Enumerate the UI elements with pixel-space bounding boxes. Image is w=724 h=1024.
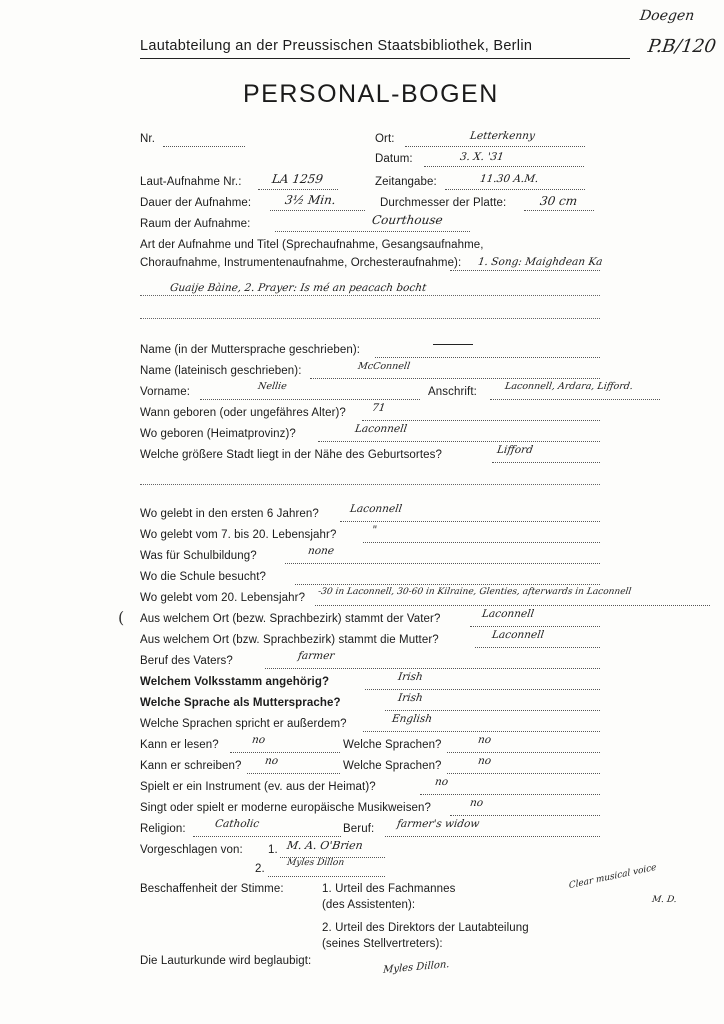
- schreiben-value: no: [264, 755, 279, 767]
- dauer-label: Dauer der Aufnahme:: [140, 197, 252, 209]
- wo-geboren-field[interactable]: [318, 441, 600, 442]
- q2-field[interactable]: [363, 542, 600, 543]
- q4-label: Wo die Schule besucht?: [140, 571, 267, 583]
- q5-value: -30 in Laconnell, 30-60 in Kilraine, Glenties, afterwards in Laconnell: [317, 587, 632, 597]
- instrument-value: no: [434, 776, 449, 788]
- q9-field[interactable]: [365, 689, 600, 690]
- laut-aufnahme-value: LA 1259: [271, 172, 324, 186]
- urteil1-line2: (des Assistenten):: [322, 899, 416, 911]
- datum-field[interactable]: [424, 166, 584, 167]
- laut-aufnahme-label: Laut-Aufnahme Nr.:: [140, 176, 242, 188]
- q11-label: Welche Sprachen spricht er außerdem?: [140, 718, 347, 730]
- anschrift-field[interactable]: [490, 399, 660, 400]
- q10-label: Welche Sprache als Muttersprache?: [140, 697, 341, 709]
- q7-field[interactable]: [475, 647, 600, 648]
- q9-label: Welchem Volksstamm angehörig?: [140, 676, 330, 688]
- q10-field[interactable]: [385, 710, 600, 711]
- vorgeschlagen-2-field[interactable]: [268, 876, 385, 877]
- q11-field[interactable]: [363, 731, 600, 732]
- durchmesser-value: 30 cm: [539, 194, 579, 208]
- q3-value: none: [307, 545, 335, 557]
- dauer-field[interactable]: [270, 210, 365, 211]
- q3-label: Was für Schulbildung?: [140, 550, 257, 562]
- vorgeschlagen-label: Vorgeschlagen von:: [140, 844, 243, 856]
- beruf-value: farmer's widow: [396, 818, 481, 830]
- beruf-label: Beruf:: [343, 823, 375, 835]
- geboren-field[interactable]: [362, 420, 600, 421]
- name-muttersprache-field[interactable]: [375, 357, 600, 358]
- q5-label: Wo gelebt vom 20. Lebensjahr?: [140, 592, 306, 604]
- stadt-field[interactable]: [492, 462, 600, 463]
- lesen-value: no: [251, 734, 266, 746]
- urteil1-initials: M. D.: [651, 895, 678, 905]
- name-muttersprache-label: Name (in der Muttersprache geschrieben):: [140, 344, 361, 356]
- q6-field[interactable]: [470, 626, 600, 627]
- urteil2-line1: 2. Urteil des Direktors der Lautabteilung: [322, 922, 529, 934]
- header-underline: [140, 58, 630, 59]
- vorname-label: Vorname:: [140, 386, 191, 398]
- art-label-line1: Art der Aufnahme und Titel (Sprechaufnahme, Gesangsaufnahme,: [140, 239, 484, 251]
- nr-field[interactable]: [163, 146, 245, 147]
- religion-field[interactable]: [193, 836, 341, 837]
- beglaubigt-signature: Myles Dillon.: [382, 959, 450, 976]
- archive-stamp-line2: P.B/120: [646, 36, 718, 57]
- stadt-field-line2[interactable]: [140, 484, 600, 485]
- art-value-line1: 1. Song: Maighdean Ka: [477, 256, 604, 268]
- zeitangabe-value: 11.30 A.M.: [479, 173, 540, 185]
- q11-value: English: [391, 713, 433, 725]
- instrument-label: Spielt er ein Instrument (ev. aus der Heimat)?: [140, 781, 376, 793]
- lesen-label: Kann er lesen?: [140, 739, 219, 751]
- stimme-label: Beschaffenheit der Stimme:: [140, 883, 284, 895]
- q6-label: Aus welchem Ort (bezw. Sprachbezirk) stammt der Vater?: [140, 613, 441, 625]
- lesen-field[interactable]: [230, 752, 340, 753]
- nr-label: Nr.: [140, 133, 155, 145]
- urteil1-line1: 1. Urteil des Fachmannes: [322, 883, 456, 895]
- q10-value: Irish: [397, 692, 424, 704]
- wo-geboren-value: Laconnell: [354, 423, 408, 435]
- q8-label: Beruf des Vaters?: [140, 655, 233, 667]
- urteil1-value: Clear musical voice: [568, 862, 657, 892]
- beruf-field[interactable]: [385, 836, 600, 837]
- ort-label: Ort:: [375, 133, 395, 145]
- q6-value: Laconnell: [481, 608, 535, 620]
- art-label-line2: Choraufnahme, Instrumentenaufnahme, Orchesteraufnahme):: [140, 257, 462, 269]
- ort-value: Letterkenny: [469, 130, 536, 142]
- q8-field[interactable]: [265, 668, 600, 669]
- wo-geboren-label: Wo geboren (Heimatprovinz)?: [140, 428, 296, 440]
- name-latein-label: Name (lateinisch geschrieben):: [140, 365, 302, 377]
- raum-field[interactable]: [275, 231, 470, 232]
- anschrift-value: Laconnell, Ardara, Lifford.: [504, 381, 634, 392]
- institution-header: Lautabteilung an der Preussischen Staatsbibliothek, Berlin: [140, 38, 533, 54]
- musik-value: no: [469, 797, 484, 809]
- lesen-sprachen-value: no: [477, 734, 492, 746]
- q1-field[interactable]: [340, 521, 600, 522]
- schreiben-label: Kann er schreiben?: [140, 760, 242, 772]
- page-title: PERSONAL-BOGEN: [243, 80, 499, 108]
- q7-value: Laconnell: [491, 629, 545, 641]
- zeitangabe-field[interactable]: [445, 189, 585, 190]
- q4-field[interactable]: [295, 584, 600, 585]
- instrument-field[interactable]: [420, 794, 600, 795]
- archive-stamp-line1: Doegen: [638, 8, 696, 24]
- laut-aufnahme-field[interactable]: [258, 189, 338, 190]
- schreiben-sprachen-value: no: [477, 755, 492, 767]
- q8-value: farmer: [297, 650, 336, 662]
- stadt-label: Welche größere Stadt liegt in der Nähe des Geburtsortes?: [140, 449, 442, 461]
- art-field-line2[interactable]: [140, 295, 600, 296]
- vorgeschlagen-2-value: Myles Dillon: [286, 858, 345, 868]
- vorgeschlagen-2-num: 2.: [255, 863, 265, 875]
- margin-mark: (: [118, 608, 125, 627]
- vorgeschlagen-1-value: M. A. O'Brien: [286, 839, 364, 852]
- geboren-label: Wann geboren (oder ungefähres Alter)?: [140, 407, 346, 419]
- q5-field[interactable]: [315, 605, 710, 606]
- schreiben-sprachen-field[interactable]: [447, 773, 600, 774]
- q9-value: Irish: [397, 671, 424, 683]
- vorname-value: Nellie: [257, 381, 288, 392]
- religion-label: Religion:: [140, 823, 186, 835]
- name-latein-value: McConnell: [357, 361, 411, 372]
- durchmesser-label: Durchmesser der Platte:: [380, 197, 507, 209]
- urteil2-line2: (seines Stellvertreters):: [322, 938, 443, 950]
- musik-label: Singt oder spielt er moderne europäische Musikweisen?: [140, 802, 432, 814]
- schreiben-sprachen-label: Welche Sprachen?: [343, 760, 442, 772]
- raum-value: Courthouse: [371, 213, 444, 227]
- durchmesser-field[interactable]: [524, 210, 594, 211]
- q1-value: Laconnell: [349, 503, 403, 515]
- q7-label: Aus welchem Ort (bzw. Sprachbezirk) stammt die Mutter?: [140, 634, 439, 646]
- vorname-field[interactable]: [200, 399, 420, 400]
- musik-field[interactable]: [450, 815, 600, 816]
- lesen-sprachen-field[interactable]: [447, 752, 600, 753]
- stadt-value: Lifford: [496, 444, 534, 456]
- zeitangabe-label: Zeitangabe:: [375, 176, 437, 188]
- beglaubigt-label: Die Lauturkunde wird beglaubigt:: [140, 955, 312, 967]
- art-field-line3[interactable]: [140, 318, 600, 319]
- art-field-line1[interactable]: [450, 270, 600, 271]
- q2-value: ": [371, 524, 378, 536]
- lesen-sprachen-label: Welche Sprachen?: [343, 739, 442, 751]
- anschrift-label: Anschrift:: [428, 386, 477, 398]
- name-muttersprache-dash: [433, 344, 473, 345]
- schreiben-field[interactable]: [247, 773, 340, 774]
- dauer-value: 3½ Min.: [284, 193, 337, 207]
- datum-value: 3. X. '31: [459, 151, 505, 163]
- datum-label: Datum:: [375, 153, 413, 165]
- geboren-value: 71: [371, 402, 387, 414]
- raum-label: Raum der Aufnahme:: [140, 218, 251, 230]
- name-latein-field[interactable]: [310, 378, 600, 379]
- q1-label: Wo gelebt in den ersten 6 Jahren?: [140, 508, 319, 520]
- vorgeschlagen-1-num: 1.: [268, 844, 278, 856]
- religion-value: Catholic: [214, 818, 261, 830]
- q3-field[interactable]: [285, 563, 600, 564]
- ort-field[interactable]: [405, 146, 585, 147]
- q2-label: Wo gelebt vom 7. bis 20. Lebensjahr?: [140, 529, 337, 541]
- art-value-line2: Guaije Bàine, 2. Prayer: Is mé an peacach bocht: [169, 282, 428, 294]
